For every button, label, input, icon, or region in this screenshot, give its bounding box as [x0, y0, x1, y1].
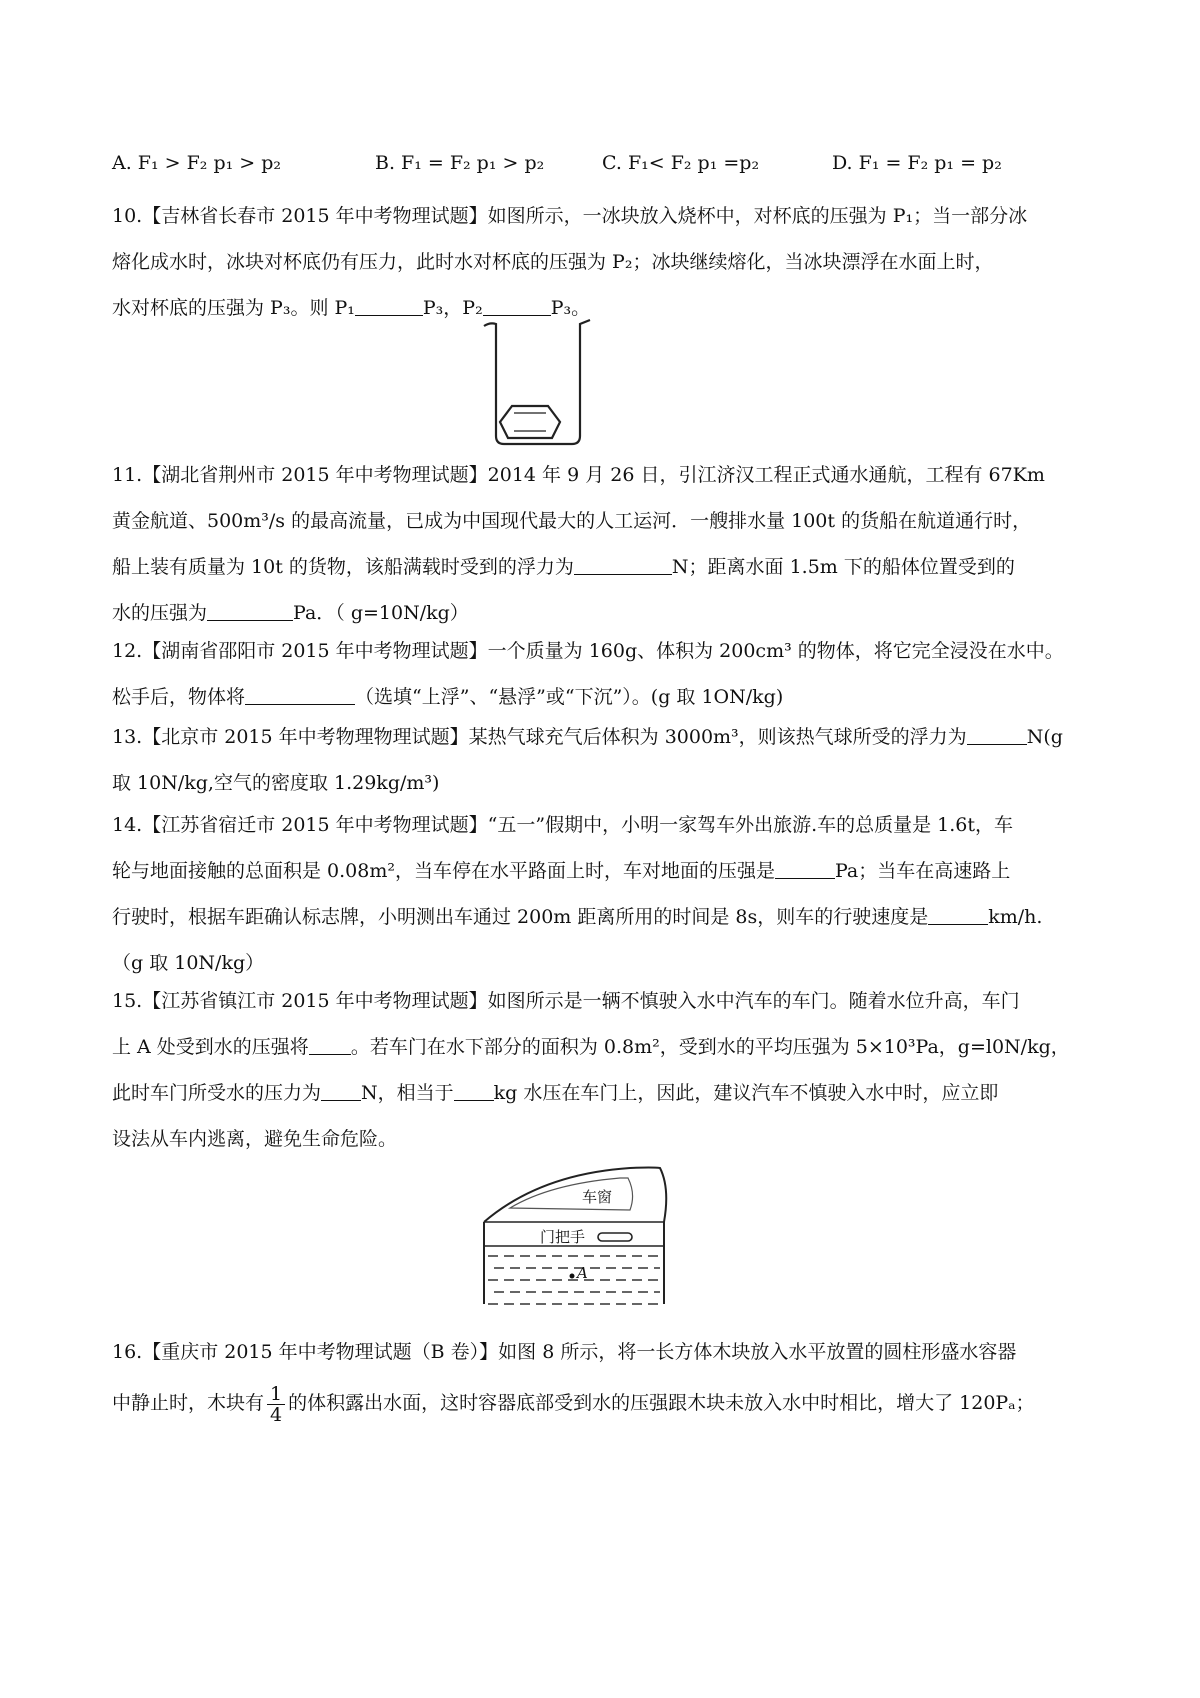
- q13-line-2: 取 10N/kg,空气的密度取 1.29kg/m³): [112, 772, 440, 794]
- question-16: [112, 1329, 1097, 1431]
- q14-text-a: 轮与地面接触的总面积是 0.08m²，当车停在水平路面上时，车对地面的压强是: [112, 860, 775, 882]
- answer-blank[interactable]: [967, 722, 1027, 745]
- answer-blank[interactable]: [928, 902, 988, 925]
- q15-line-4: 设法从车内逃离，避免生命危险。: [112, 1128, 398, 1150]
- q11-line-3: [112, 544, 1097, 590]
- q12-text-a: 松手后，物体将: [112, 686, 246, 708]
- water-lines: [488, 1256, 660, 1304]
- q15-line-3: [112, 1070, 1097, 1116]
- door-handle-icon: [598, 1233, 632, 1241]
- fraction-denominator: 4: [270, 1403, 283, 1426]
- answer-blank[interactable]: [483, 293, 551, 316]
- answer-blank[interactable]: [775, 856, 835, 879]
- q13-text-a: 13.【北京市 2015 年中考物理物理试题】某热气球充气后体积为 3000m³，则该热气球所受的浮力为: [112, 726, 967, 748]
- q13-line-1: [112, 714, 1097, 760]
- q12-line-1: 12.【湖南省邵阳市 2015 年中考物理试题】一个质量为 160g、体积为 200cm³ 的物体，将它完全浸没在水中。: [112, 640, 1064, 662]
- answer-blank[interactable]: [245, 682, 355, 705]
- answer-blank[interactable]: [355, 293, 423, 316]
- q11-line-2: 黄金航道、500m³/s 的最高流量，已成为中国现代最大的人工运河．一艘排水量 100t 的货船在航道通行时，: [112, 510, 1032, 532]
- ice-block: [500, 406, 560, 438]
- q16-line-2: [112, 1375, 1097, 1431]
- q13-text-b: N(g: [1026, 726, 1063, 748]
- q10-text-a: 水对杯底的压强为 P₃。则 P₁: [112, 297, 355, 319]
- question-11: [112, 452, 1097, 636]
- q14-line-1: 14.【江苏省宿迁市 2015 年中考物理试题】“五一”假期中，小明一家驾车外出旅游.车的总质量是 1.6t，车: [112, 814, 1014, 836]
- q14-text-c: 行驶时，根据车距确认标志牌，小明测出车通过 200m 距离所用的时间是 8s，则车的行驶速度是: [112, 906, 929, 928]
- q11-text-d: Pa．（ g=10N/kg）: [293, 602, 469, 624]
- option-b: B. F₁ = F₂ p₁ > p₂: [375, 152, 545, 174]
- question-10: [112, 193, 1097, 331]
- answer-blank[interactable]: [454, 1078, 494, 1101]
- car-door-figure: [480, 1152, 680, 1314]
- q15-text-a: 上 A 处受到水的压强将: [112, 1036, 309, 1058]
- q16-text-b: 的体积露出水面，这时容器底部受到水的压强跟木块未放入水中时相比，增大了 120Pₐ；: [288, 1392, 1035, 1414]
- q15-text-c: 此时车门所受水的压力为: [112, 1082, 322, 1104]
- answer-blank[interactable]: [207, 598, 293, 621]
- q10-text-b: P₃，P₂: [422, 297, 483, 319]
- door-roof-outline: [484, 1168, 666, 1223]
- question-14: [112, 802, 1097, 986]
- q15-text-e: kg 水压在车门上，因此，建议汽车不慎驶入水中时，应立即: [493, 1082, 999, 1104]
- q10-text-c: P₃。: [550, 297, 591, 319]
- q11-text-c: 水的压强为: [112, 602, 208, 624]
- q11-text-b: N；距离水面 1.5m 下的船体位置受到的: [671, 556, 1015, 578]
- beaker-figure: [478, 318, 598, 450]
- q10-line-1: 10.【吉林省长春市 2015 年中考物理试题】如图所示，一冰块放入烧杯中，对杯底的压强为 P₁；当一部分冰: [112, 205, 1028, 227]
- option-a: A. F₁ > F₂ p₁ > p₂: [112, 152, 281, 174]
- q10-line-2: 熔化成水时，冰块对杯底仍有压力，此时水对杯底的压强为 P₂；冰块继续熔化，当冰块漂浮在水面上时，: [112, 251, 994, 273]
- q14-text-d: km/h.: [988, 906, 1043, 928]
- fraction-numerator: 1: [267, 1384, 285, 1405]
- answer-blank[interactable]: [321, 1078, 361, 1101]
- point-a-label: A: [577, 1264, 588, 1282]
- q16-line-1: 16.【重庆市 2015 年中考物理试题（B 卷）】如图 8 所示，将一长方体木块放入水平放置的圆柱形盛水容器: [112, 1341, 1017, 1363]
- q15-text-d: N，相当于: [361, 1082, 454, 1104]
- q11-line-1: 11.【湖北省荆州市 2015 年中考物理试题】2014 年 9 月 26 日，引江济汉工程正式通水通航，工程有 67Km: [112, 464, 1045, 486]
- fraction: [267, 1384, 285, 1425]
- q16-text-a: 中静止时，木块有: [112, 1392, 265, 1414]
- option-c: C. F₁< F₂ p₁ =p₂: [602, 152, 760, 174]
- answer-blank[interactable]: [574, 552, 672, 575]
- handle-label: 门把手: [540, 1228, 586, 1246]
- option-d: D. F₁ = F₂ p₁ = p₂: [832, 152, 1002, 174]
- question-15: [112, 978, 1097, 1162]
- q14-line-4: （g 取 10N/kg）: [112, 952, 265, 974]
- beaker-outline: [484, 320, 590, 444]
- q12-text-b: （选填“上浮”、“悬浮”或“下沉”）。(g 取 1ON/kg): [355, 686, 784, 708]
- answer-options: [112, 152, 1112, 182]
- question-13: [112, 714, 1097, 806]
- q10-line-3: [112, 285, 1097, 331]
- q15-text-b: 。若车门在水下部分的面积为 0.8m²，受到水的平均压强为 5×10³Pa，g=l0N/kg，: [350, 1036, 1070, 1058]
- window-label: 车窗: [582, 1188, 613, 1206]
- q15-line-1: 15.【江苏省镇江市 2015 年中考物理试题】如图所示是一辆不慎驶入水中汽车的车门。随着水位升高，车门: [112, 990, 1020, 1012]
- answer-blank[interactable]: [309, 1032, 351, 1055]
- point-a-marker: [570, 1274, 575, 1279]
- q14-line-3: [112, 894, 1097, 940]
- q14-line-2: [112, 848, 1097, 894]
- q11-text-a: 船上装有质量为 10t 的货物，该船满载时受到的浮力为: [112, 556, 574, 578]
- q14-text-b: Pa；当车在高速路上: [834, 860, 1011, 882]
- question-12: [112, 628, 1097, 720]
- q15-line-2: [112, 1024, 1097, 1070]
